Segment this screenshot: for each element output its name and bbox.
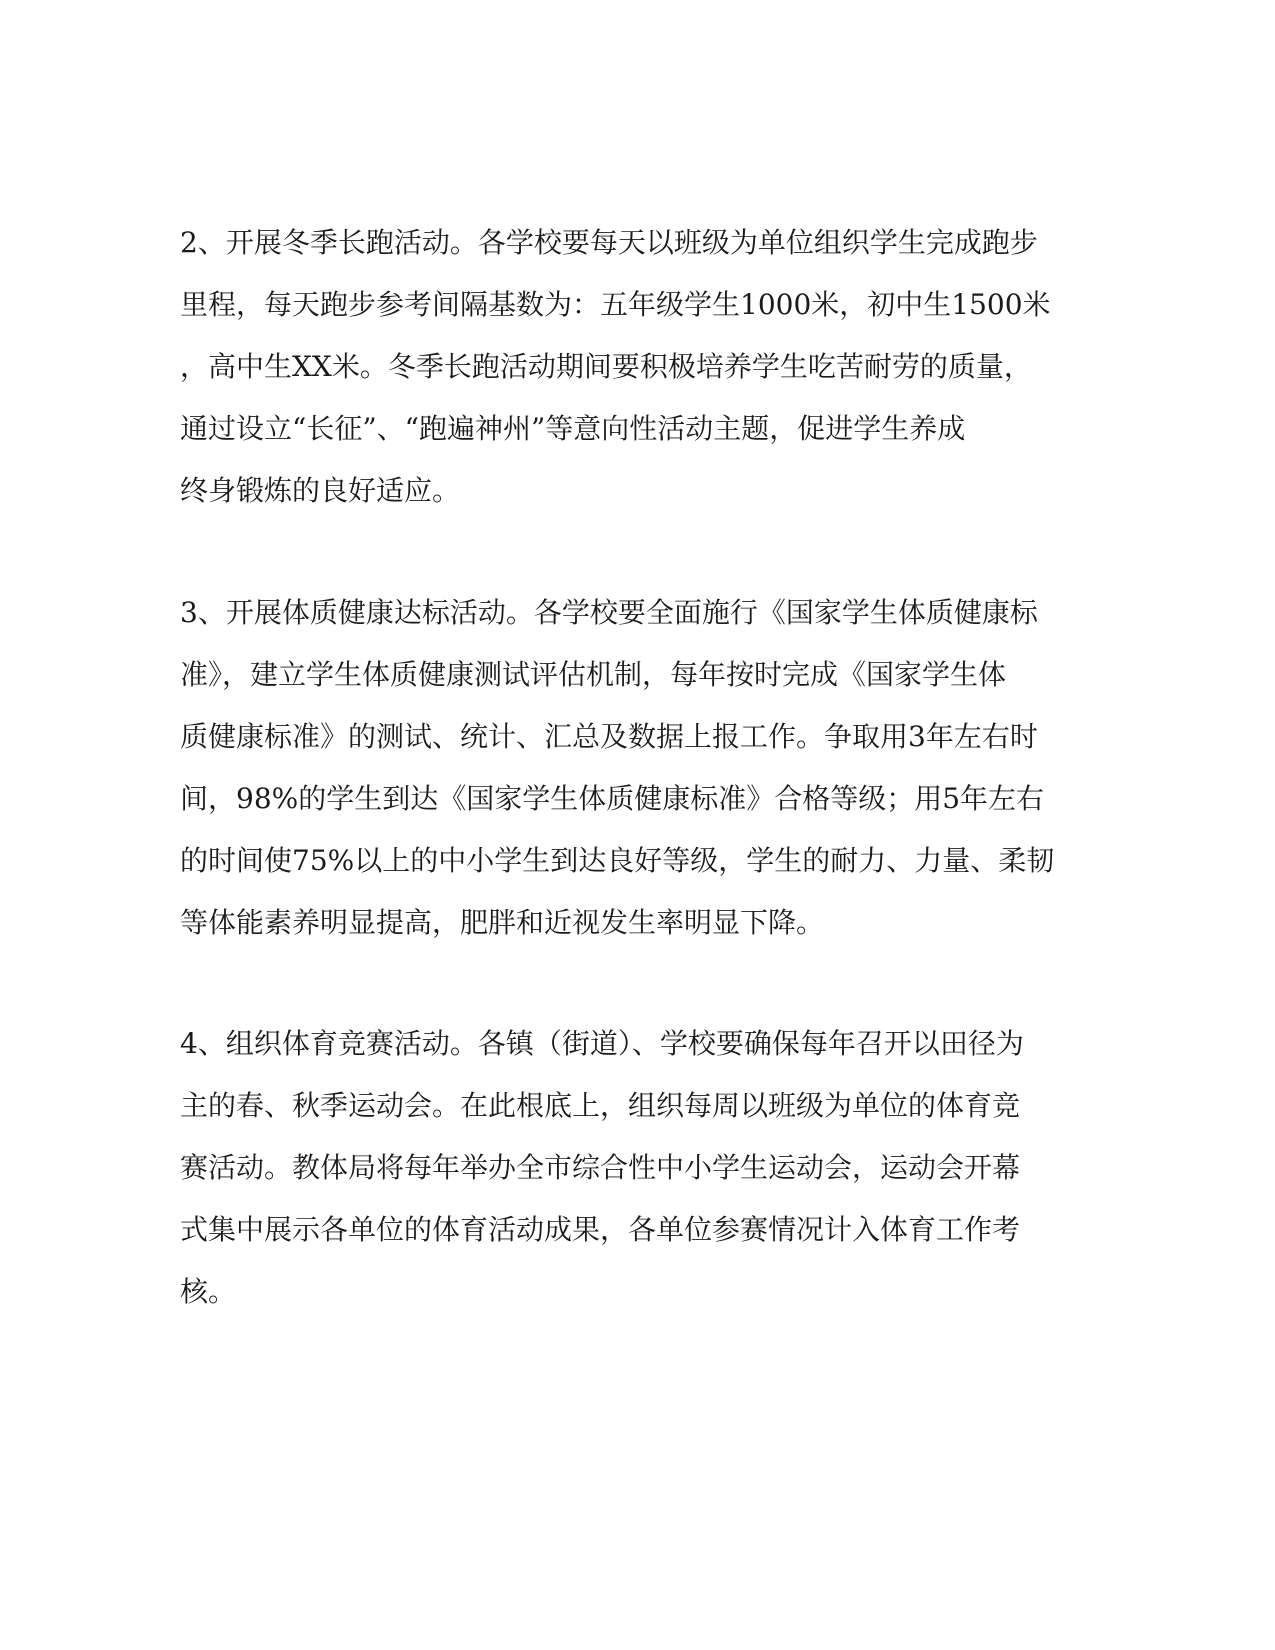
text-line: 核。 [180,1275,237,1308]
text-line: ，高中生XX米。冬季长跑活动期间要积极培养学生吃苦耐劳的质量， [180,350,1032,383]
text-line: 质健康标准》的测试、统计、汇总及数据上报工作。争取用3年左右时 [180,720,1038,753]
text-line: 2、开展冬季长跑活动。各学校要每天以班级为单位组织学生完成跑步 [180,226,1038,259]
text-line: 准》，建立学生体质健康测试评估机制，每年按时完成《国家学生体 [180,658,1007,691]
text-line: 里程，每天跑步参考间隔基数为：五年级学生1000米，初中生1500米 [180,288,1051,321]
text-line: 3、开展体质健康达标活动。各学校要全面施行《国家学生体质健康标 [180,596,1038,629]
text-line: 赛活动。教体局将每年举办全市综合性中小学生运动会，运动会开幕 [180,1151,1021,1184]
text-line: 等体能素养明显提高，肥胖和近视发生率明显下降。 [180,906,825,939]
text-line: 终身锻炼的良好适应。 [180,474,461,507]
text-line: 式集中展示各单位的体育活动成果，各单位参赛情况计入体育工作考 [180,1213,1021,1246]
paragraph-sports-competition [180,1013,1040,1323]
paragraph-winter-running [180,212,1051,522]
text-line: 4、组织体育竞赛活动。各镇（街道）、学校要确保每年召开以田径为 [180,1027,1024,1060]
text-line: 间，98%的学生到达《国家学生体质健康标准》合格等级；用5年左右 [180,782,1045,815]
paragraph-fitness-standard [180,582,1055,954]
text-line: 的时间使75%以上的中小学生到达良好等级，学生的耐力、力量、柔韧 [180,844,1055,877]
text-line: 主的春、秋季运动会。在此根底上，组织每周以班级为单位的体育竞 [180,1089,1021,1122]
text-line: 通过设立“长征”、“跑遍神州”等意向性活动主题，促进学生养成 [180,412,966,445]
